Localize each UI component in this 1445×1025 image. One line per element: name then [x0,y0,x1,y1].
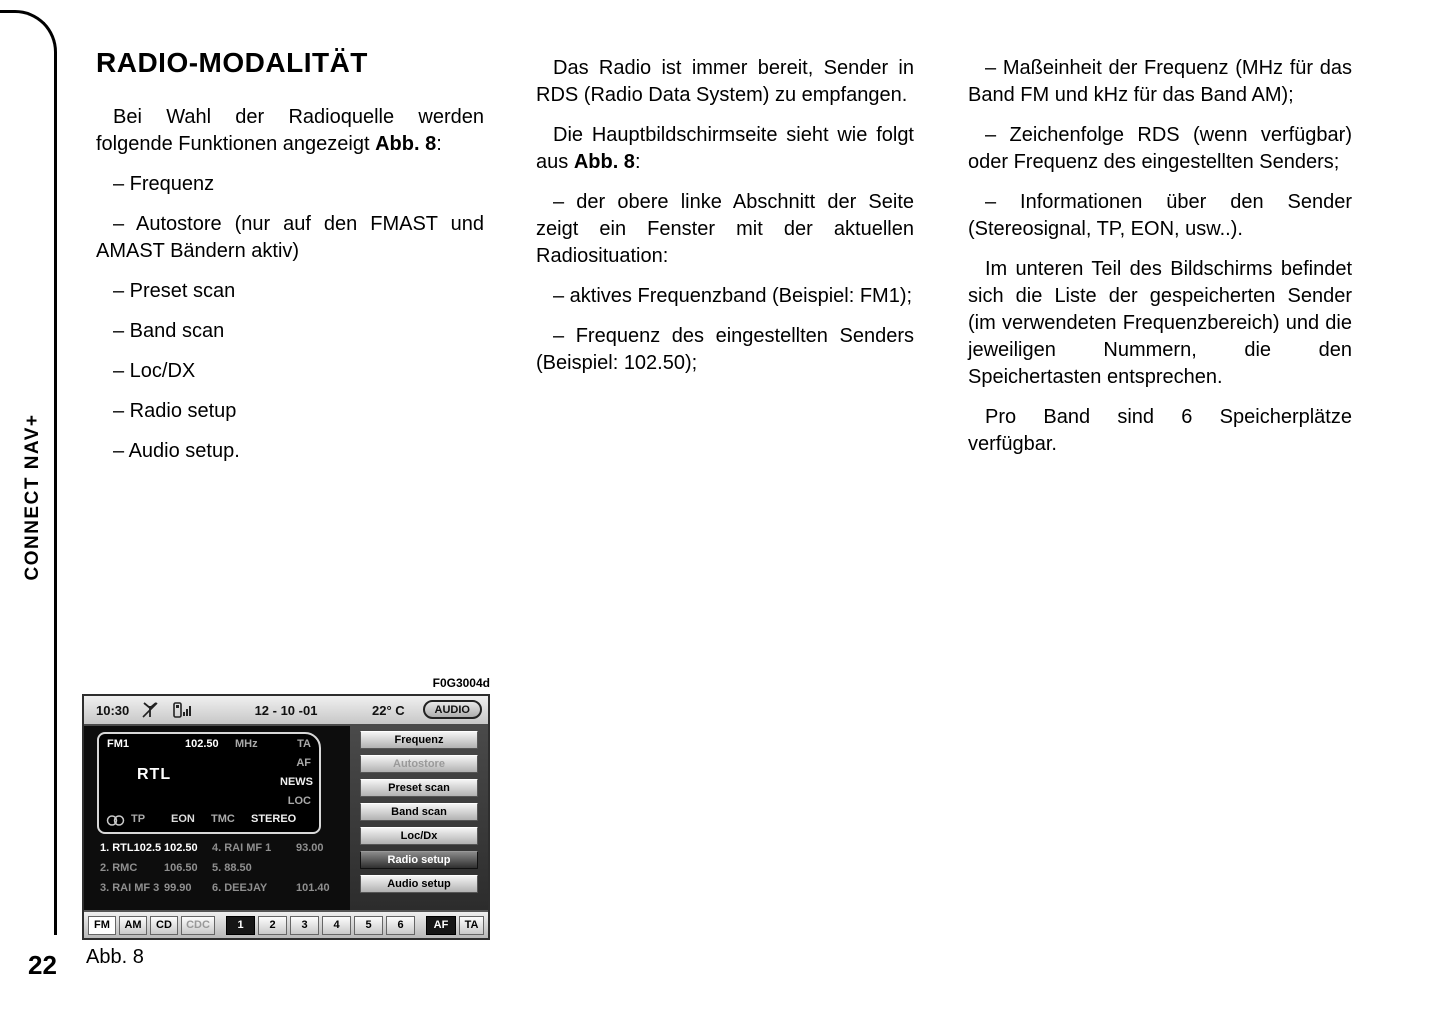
radio-screenshot-figure [82,694,490,940]
tab-cd: CD [150,916,178,935]
statusbar [84,696,488,726]
tab-preset-1: 1 [226,916,255,935]
tab-preset-2: 2 [258,916,287,935]
preset-cell: 5. 88.50 [212,862,252,874]
flag-news: NEWS [280,776,313,788]
paragraph-text: : [436,133,442,155]
preset-cell: 99.90 [164,882,192,894]
list-item: – Maßeinheit der Frequenz (MHz für das Band FM und kHz für das Band AM); [968,57,1352,106]
figure-reference: Abb. 8 [573,151,635,173]
flag-tmc: TMC [211,813,235,825]
list-item: – Informationen über den Sender (Stereosignal, TP, EON, usw..). [968,191,1352,240]
text-column-1 [96,48,484,478]
page-number: 22 [28,950,57,980]
list-item: – Radio setup [113,400,237,422]
preset-cell [296,862,342,882]
list-item: – aktives Frequenzband (Beispiel: FM1); [553,285,913,307]
menu-button-preset-scan: Preset scan [360,779,478,797]
flag-eon: EON [171,813,195,825]
temperature-label: 22° C [372,703,405,718]
preset-cell: 4. RAI MF 1 [212,842,272,854]
list-item: – Frequenz des eingestellten Senders (Beispiel: 102.50); [536,325,914,374]
preset-cell: 93.00 [296,842,324,854]
tab-preset-4: 4 [322,916,351,935]
paragraph-text: Die Hauptbildschirmseite sieht wie folgt aus [536,124,914,173]
tab-am: AM [119,916,147,935]
paragraph [96,104,484,158]
paragraph [536,122,914,176]
menu-button-autostore: Autostore [360,755,478,773]
paragraph: Das Radio ist immer bereit, Sender in RDS (Radio Data System) zu empfangen. [536,57,914,106]
list-item: – Audio setup. [113,440,240,462]
preset-cell: 1. RTL102.5 [100,842,162,854]
paragraph: Im unteren Teil des Bildschirms befindet sich die Liste der gespeicherten Sender (im verwendeten Frequenzbereich) und die jeweiligen Nummern, die den Speichertasten entsprechen. [968,258,1352,388]
radio-info-panel [97,732,321,834]
tab-preset-3: 3 [290,916,319,935]
flag-ta: TA [297,738,311,750]
menu-button-band-scan: Band scan [360,803,478,821]
text-column-2 [536,55,914,390]
tab-fm: FM [88,916,116,935]
page-title: RADIO-MODALITÄT [96,47,368,78]
flag-tp: TP [131,813,146,825]
text-column-3 [968,55,1352,471]
preset-cell: 6. DEEJAY [212,882,268,894]
menu-button-loc-dx: Loc/Dx [360,827,478,845]
tab-preset-5: 5 [354,916,383,935]
flag-loc: LOC [287,795,311,807]
frequency-label: 102.50 [185,738,219,750]
chapter-side-label: CONNECT NAV+ [22,413,43,581]
paragraph: Pro Band sind 6 Speicherplätze verfügbar. [968,406,1352,455]
station-name: RTL [137,766,172,783]
menu-button-frequenz: Frequenz [360,731,478,749]
tab-ta: TA [459,916,484,935]
list-item: – Frequenz [113,173,215,195]
tab-cdc: CDC [181,916,215,935]
preset-cell: 102.50 [164,842,198,854]
paragraph-text: : [634,151,641,173]
radio-screen [84,726,488,910]
preset-cell: 2. RMC [100,862,138,874]
list-item: – Zeichenfolge RDS (wenn verfügbar) oder Frequenz des eingestellten Senders; [968,124,1352,173]
paragraph-text: Bei Wahl der Radioquelle werden folgende Funktionen angezeigt [96,106,484,155]
list-item: – Band scan [113,320,225,342]
list-item: – der obere linke Abschnitt der Seite zeigt ein Fenster mit der aktuellen Radiosituation: [536,191,914,267]
list-item: – Loc/DX [113,360,196,382]
figure-reference: Abb. 8 [375,133,437,155]
menu-button-audio-setup: Audio setup [360,875,478,893]
figure-caption: Abb. 8 [86,946,144,968]
preset-cell: 106.50 [164,862,198,874]
menu-strip [350,726,488,910]
flag-af: AF [296,757,311,769]
tab-af: AF [426,916,456,935]
list-item: – Preset scan [113,280,236,302]
preset-cell: 101.40 [296,882,330,894]
list-item: – Autostore (nur auf den FMAST und AMAST Bändern aktiv) [96,213,484,262]
preset-cell: 3. RAI MF 3 [100,882,160,894]
source-tab-bar [84,910,488,938]
preset-list [100,842,342,902]
stereo-icon [106,814,126,830]
date-label: 12 - 10 -01 [254,703,318,718]
band-label: FM1 [107,738,129,750]
menu-button-radio-setup: Radio setup [360,851,478,869]
time-label: 10:30 [96,703,130,718]
figure-code-label: F0G3004d [432,676,490,690]
tab-preset-6: 6 [386,916,415,935]
flag-stereo: STEREO [251,813,297,825]
audio-mode-button: AUDIO [423,700,482,719]
frequency-unit-label: MHz [235,738,258,750]
